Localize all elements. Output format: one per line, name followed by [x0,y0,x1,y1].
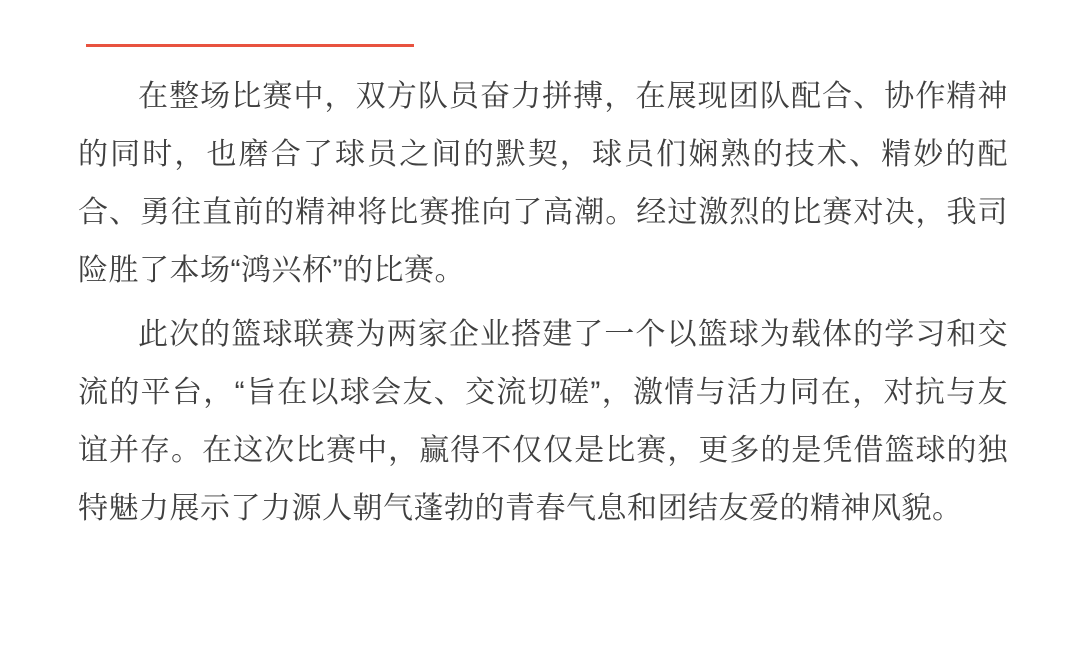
article-body [78,68,1008,544]
paragraph-2: 此次的篮球联赛为两家企业搭建了一个以篮球为载体的学习和交流的平台，“旨在以球会友、交流切磋”，激情与活力同在，对抗与友谊并存。在这次比赛中，赢得不仅仅是比赛，更多的是凭借篮球的独特魅力展示了力源人朝气蓬勃的青春气息和团结友爱的精神风貌。 [78,318,1008,525]
section-divider-rule [86,44,414,47]
paragraph-1: 在整场比赛中，双方队员奋力拼搏，在展现团队配合、协作精神的同时，也磨合了球员之间的默契，球员们娴熟的技术、精妙的配合、勇往直前的精神将比赛推向了高潮。经过激烈的比赛对决，我司险胜了本场“鸿兴杯”的比赛。 [78,80,1008,287]
